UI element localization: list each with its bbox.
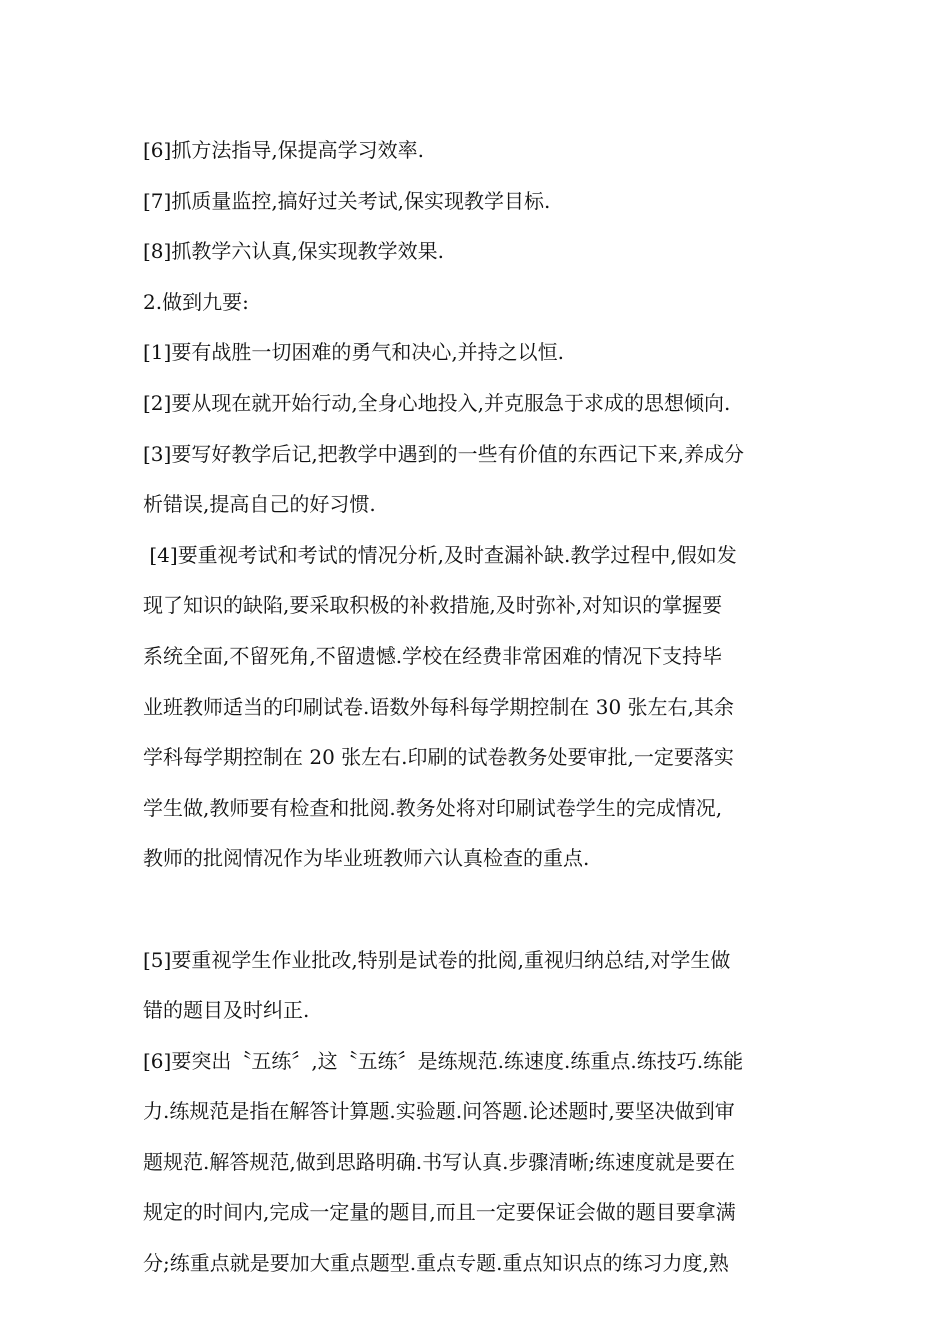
text-line: [3]要写好教学后记,把教学中遇到的一些有价值的东西记下来,养成分 — [143, 441, 745, 466]
text-line: [6]抓方法指导,保提高学习效率. — [143, 138, 425, 162]
paragraph-5-homework — [143, 935, 811, 1036]
text-line: 力.练规范是指在解答计算题.实验题.问答题.论述题时,要坚决做到审 — [143, 1099, 735, 1124]
text-line: [5]要重视学生作业批改,特别是试卷的批阅,重视归纳总结,对学生做 — [143, 947, 731, 972]
text-line: [2]要从现在就开始行动,全身心地投入,并克服急于求成的思想倾向. — [143, 390, 731, 415]
paragraph-6-method — [143, 125, 811, 176]
text-line: 系统全面,不留死角,不留遗憾.学校在经费非常困难的情况下支持毕 — [143, 643, 723, 668]
text-line: 业班教师适当的印刷试卷.语数外每科每学期控制在 30 张左右,其余 — [143, 694, 734, 719]
paragraph-3-teaching-notes — [143, 429, 811, 530]
text-line: 学科每学期控制在 20 张左右.印刷的试卷教务处要审批,一定要落实 — [143, 745, 734, 770]
text-line: 现了知识的缺陷,要采取积极的补救措施,及时弥补,对知识的掌握要 — [143, 593, 723, 618]
text-line: [1]要有战胜一切困难的勇气和决心,并持之以恒. — [143, 340, 565, 365]
paragraph-6-five-practices — [143, 1036, 811, 1289]
paragraph-2-action — [143, 378, 811, 429]
text-line: 教师的批阅情况作为毕业班教师六认真检查的重点. — [143, 846, 590, 871]
text-line — [143, 884, 811, 935]
paragraph-7-quality — [143, 176, 811, 227]
text-line: [8]抓教学六认真,保实现教学效果. — [143, 239, 445, 264]
text-line: 分;练重点就是要加大重点题型.重点专题.重点知识点的练习力度,熟 — [143, 1251, 729, 1276]
text-line: 2.做到九要: — [143, 289, 249, 314]
paragraph-1-courage — [143, 327, 811, 378]
text-line: [6]要突出〝五练〞,这〝五练〞是练规范.练速度.练重点.练技巧.练能 — [143, 1048, 744, 1073]
text-line: [7]抓质量监控,搞好过关考试,保实现教学目标. — [143, 188, 551, 213]
section-heading-nine-musts — [143, 277, 811, 328]
text-line: 错的题目及时纠正. — [143, 998, 310, 1023]
text-line: [4]要重视考试和考试的情况分析,及时查漏补缺.教学过程中,假如发 — [143, 542, 737, 567]
paragraph-8-six-diligence — [143, 226, 811, 277]
text-line: 题规范.解答规范,做到思路明确.书写认真.步骤清晰;练速度就是要在 — [143, 1149, 736, 1174]
text-line: 析错误,提高自己的好习惯. — [143, 492, 376, 517]
text-line: 规定的时间内,完成一定量的题目,而且一定要保证会做的题目要拿满 — [143, 1200, 736, 1225]
document-body — [143, 125, 811, 1289]
paragraph-4-exam-analysis — [143, 530, 811, 935]
text-line: 学生做,教师要有检查和批阅.教务处将对印刷试卷学生的完成情况, — [143, 795, 723, 820]
